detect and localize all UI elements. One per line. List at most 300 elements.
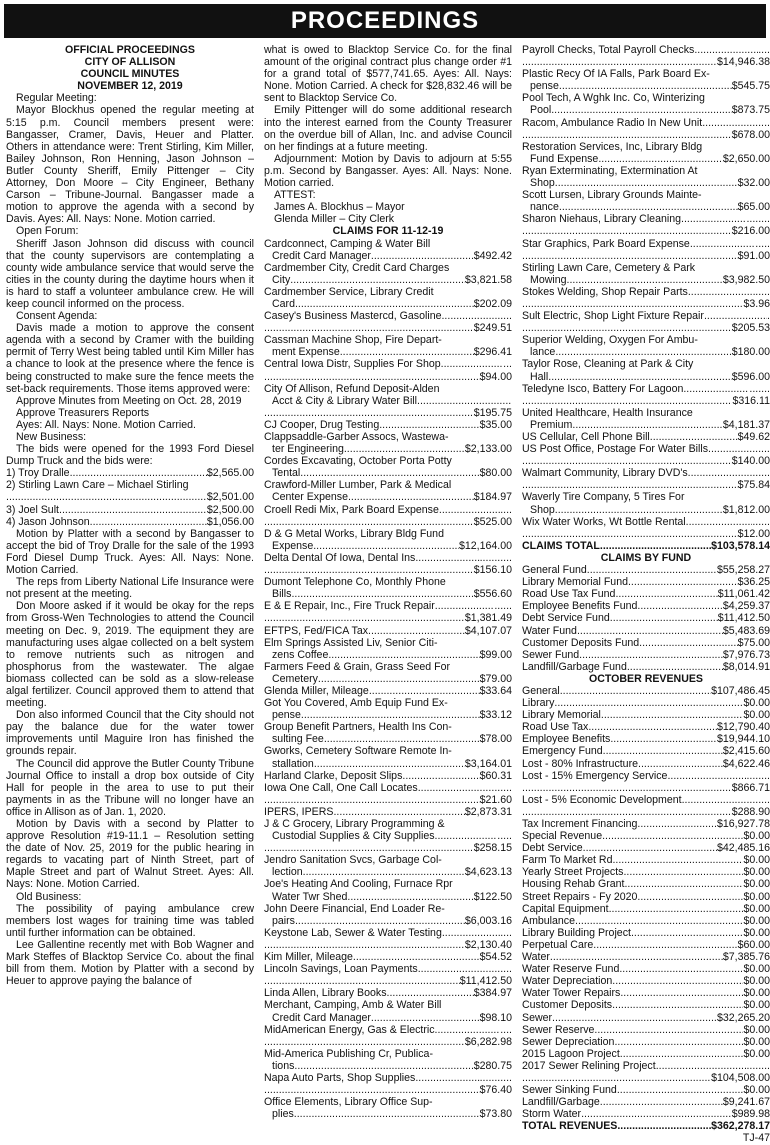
dot-leader	[602, 830, 743, 842]
entry-label: ment Expense	[272, 346, 340, 359]
paragraph: Motion by Platter with a second by Bangasser to accept the bid of Troy Dralle for the sale of the 1993 Ford Diesel Dump Truck. Ayes: All. Nays: None. Motion Carried.	[6, 527, 254, 577]
paragraph: Davis made a motion to approve the consent agenda with a second by Cramer with the building permit of Terry West being tabled until Kim Miller has a chance to look at the presence where the fence is being constructed to make sure the fence meets the set-back requirements. Those items approved were:	[6, 322, 254, 395]
entry-amount: ....	[758, 44, 770, 56]
entry-amount: $280.75	[473, 1059, 512, 1072]
entry-label: Fund Expense	[530, 152, 599, 165]
entry-label: Water Depreciation	[522, 975, 613, 988]
claim-vendor: Stirling Lawn Care, Cemetery & Park	[522, 261, 696, 274]
claim-vendor: Elm Springs Assisted Liv, Senior Citi-	[264, 636, 438, 649]
claim-vendor: Superior Welding, Oxygen For Ambu-	[522, 334, 698, 347]
entry-label: CJ Cooper, Drug Testing	[264, 418, 380, 431]
entry-amount: $54.52	[479, 951, 512, 964]
entry-label: Library Memorial	[522, 709, 601, 722]
entry-amount: $79.00	[479, 672, 512, 685]
dot-leader	[522, 395, 732, 407]
dot-leader	[619, 963, 743, 975]
entry-label: Sewer	[522, 1011, 553, 1024]
section-heading: CLAIMS FOR 11-12-19	[332, 225, 444, 238]
leader-line	[522, 238, 770, 250]
entry-amount: .....	[755, 237, 770, 250]
claim-entry	[522, 68, 770, 92]
leader-line	[264, 612, 512, 624]
dot-leader	[555, 346, 731, 358]
entry-label: Sult Electric, Shop Light Fixture Repair	[522, 310, 704, 323]
entry-amount: $873.75	[731, 104, 770, 117]
entry-amount: $184.97	[473, 491, 512, 504]
dot-leader	[333, 806, 464, 818]
leader-line	[522, 1036, 770, 1048]
entry-amount: $296.41	[473, 346, 512, 359]
entry-amount: $0.00	[743, 1035, 770, 1048]
dot-leader	[567, 274, 723, 286]
entry-amount: $2,415.60	[722, 745, 770, 758]
entry-amount: $3.96	[743, 297, 770, 310]
dot-leader	[610, 733, 717, 745]
leader-line	[6, 467, 254, 479]
dot-leader	[318, 673, 480, 685]
leader-line	[522, 201, 770, 213]
entry-amount: ....	[500, 1023, 512, 1036]
entry-label: tions	[272, 1059, 295, 1072]
leader-line	[264, 588, 512, 600]
claim-entry	[264, 697, 512, 721]
dot-leader	[681, 213, 746, 225]
entry-amount: $7,385.76	[722, 951, 770, 964]
entry-amount: $258.15	[473, 842, 512, 855]
leader-line	[264, 733, 512, 745]
section-heading: COUNCIL MINUTES	[80, 68, 180, 81]
dot-leader	[609, 903, 744, 915]
entry-label: Sewer Reserve	[522, 1023, 595, 1036]
leader-line	[522, 56, 770, 68]
dot-leader	[264, 516, 474, 528]
section-heading: CLAIMS BY FUND	[600, 551, 692, 564]
claim-entry	[522, 92, 770, 116]
entry-amount: $1,056.00	[206, 515, 254, 528]
entry-label: 3) Joel Sult	[6, 503, 59, 516]
claim-entry	[264, 262, 512, 286]
leader-line	[264, 540, 512, 552]
leader-line	[264, 564, 512, 576]
dot-leader	[291, 588, 473, 600]
entry-label: Napa Auto Parts, Shop Supplies	[264, 1071, 416, 1084]
leader-line	[264, 927, 512, 939]
dot-leader	[624, 878, 743, 890]
dot-leader	[290, 274, 465, 286]
dot-leader	[441, 310, 500, 322]
leader-line	[522, 975, 770, 987]
dot-leader	[522, 322, 732, 334]
leader-line	[264, 975, 512, 987]
leader-line	[522, 431, 770, 443]
leader-line	[522, 733, 770, 745]
claim-entry	[264, 576, 512, 600]
dot-leader	[615, 588, 717, 600]
dot-leader	[522, 782, 732, 794]
entry-label: Stokes Welding, Shop Repair Parts	[522, 285, 688, 298]
leader-line	[522, 842, 770, 854]
entry-label: Emergency Fund	[522, 745, 603, 758]
leader-line	[522, 818, 770, 830]
leader-line	[522, 745, 770, 757]
leader-line	[264, 1012, 512, 1024]
leader-line	[522, 697, 770, 709]
entry-amount: .....	[497, 830, 512, 843]
section-banner: PROCEEDINGS	[4, 4, 766, 38]
claim-entry	[264, 818, 512, 842]
column-2	[264, 44, 512, 1120]
section-heading: OCTOBER REVENUES	[588, 672, 703, 685]
dot-leader	[600, 540, 711, 552]
leader-line	[522, 286, 770, 298]
claim-entry	[522, 141, 770, 165]
entry-label: Water	[522, 951, 550, 964]
claim-entry	[264, 1048, 512, 1072]
entry-label: Custodial Supplies & City Supplies	[272, 830, 435, 843]
leader-line	[264, 939, 512, 951]
entry-amount: $0.00	[743, 830, 770, 843]
dot-leader	[379, 419, 479, 431]
dot-leader	[628, 576, 738, 588]
entry-label: Shop	[530, 503, 555, 516]
dot-leader	[522, 479, 738, 491]
paragraph: Don also informed Council that the City should not pay the balance due for the water tower improvements until Maguire Iron has finished the grounds repair.	[6, 709, 254, 758]
dot-leader	[314, 758, 465, 770]
entry-label: Glenda Miller, Mileage	[264, 684, 369, 697]
entry-amount: $0.00	[743, 1023, 770, 1036]
entry-amount: ........	[746, 213, 770, 226]
entry-label: EFTPS, Fed/FICA Tax	[264, 624, 369, 637]
leader-line	[264, 371, 512, 383]
entry-amount: $12.00	[737, 527, 770, 540]
claim-entry	[264, 455, 512, 479]
leader-line	[264, 419, 512, 431]
leader-line	[522, 576, 770, 588]
leader-line	[522, 588, 770, 600]
entry-label: Water Fund	[522, 624, 577, 637]
claim-entry	[264, 999, 512, 1023]
entry-label: Farm To Market Rd	[522, 854, 613, 867]
dot-leader	[387, 987, 474, 999]
entry-label: Storm Water	[522, 1108, 582, 1121]
leader-line	[6, 504, 254, 516]
dot-leader	[295, 915, 465, 927]
entry-amount: $362,278.17	[711, 1120, 770, 1133]
entry-amount: $55,258.27	[716, 564, 770, 577]
entry-label: lance	[530, 346, 556, 359]
claim-vendor: Got You Covered, Amb Equip Fund Ex-	[264, 697, 448, 710]
claim-vendor: Scott Lursen, Library Grounds Mainte-	[522, 189, 702, 202]
entry-label: Keystone Lab, Sewer & Water Testing	[264, 926, 442, 939]
dot-leader	[348, 491, 474, 503]
entry-amount: ...........	[479, 963, 512, 976]
dot-leader	[594, 1024, 743, 1036]
entry-label: Tax Increment Financing	[522, 818, 638, 830]
entry-amount: $8,014.91	[722, 660, 770, 673]
entry-label: Housing Rehab Grant	[522, 878, 625, 891]
entry-amount: $65.00	[737, 201, 770, 214]
claim-entry	[264, 286, 512, 310]
dot-leader	[610, 612, 718, 624]
entry-label: Lost - 5% Economic Development	[522, 793, 682, 806]
leader-line	[522, 927, 770, 939]
entry-label: Road Use Tax Fund	[522, 588, 616, 601]
entry-amount: ........	[746, 1059, 770, 1072]
dot-leader	[415, 1072, 479, 1084]
dot-leader	[600, 1096, 723, 1108]
leader-line	[264, 552, 512, 564]
entry-amount: $80.00	[479, 467, 512, 480]
dot-leader	[603, 745, 723, 757]
subheading: James A. Blockhus – Mayor	[274, 201, 405, 214]
entry-label: Teledyne Isco, Battery For Lagoon	[522, 382, 684, 395]
leader-line	[264, 1036, 512, 1048]
entry-amount: $195.75	[473, 406, 512, 419]
paragraph: Adjournment: Motion by Davis to adjourn at 5:55 p.m. Second by Bangasser. Ayes: All. Nays: None. Motion carried.	[264, 152, 512, 190]
dot-leader	[328, 649, 479, 661]
dot-leader	[688, 467, 753, 479]
dot-leader	[435, 1024, 501, 1036]
dot-leader	[417, 395, 512, 407]
leader-line	[264, 1024, 512, 1036]
entry-amount: $107,486.45	[711, 684, 770, 697]
dot-leader	[264, 371, 480, 383]
entry-amount: $678.00	[731, 128, 770, 141]
dot-leader	[324, 733, 480, 745]
dot-leader	[614, 1036, 743, 1048]
dot-leader	[90, 516, 207, 528]
entry-label: 2017 Sewer Relining Project	[522, 1059, 656, 1072]
subheading: Approve Treasurers Reports	[16, 406, 150, 419]
claim-entry	[522, 358, 770, 382]
leader-line	[522, 395, 770, 407]
leader-line	[264, 625, 512, 637]
entry-label: pense	[530, 80, 559, 93]
dot-leader	[682, 794, 747, 806]
entry-amount: $42,485.16	[716, 842, 770, 855]
entry-label: Employee Benefits	[522, 733, 611, 746]
entry-amount: .......	[491, 781, 512, 794]
leader-line	[522, 467, 770, 479]
entry-amount: $9,241.67	[722, 1096, 770, 1109]
claim-vendor: John Deere Financial, End Loader Re-	[264, 902, 445, 915]
entry-amount: $75.00	[737, 636, 770, 649]
leader-line	[522, 153, 770, 165]
dot-leader	[620, 987, 743, 999]
dot-leader	[612, 999, 743, 1011]
entry-amount: $12,164.00	[458, 539, 512, 552]
paragraph: Lee Gallentine recently met with Bob Wagner and Mark Steffes of Blacktop Service Co. about the final bill from them. Motion by Platter with a second by Heuer to approve paying the balance of	[6, 938, 254, 988]
claim-vendor: Farmers Feed & Grain, Grass Seed For	[264, 660, 451, 673]
leader-line	[522, 878, 770, 890]
dot-leader	[639, 637, 737, 649]
entry-amount: $3,982.50	[722, 273, 770, 286]
leader-line	[264, 467, 512, 479]
entry-amount: $2,650.00	[722, 152, 770, 165]
dot-leader	[598, 153, 723, 165]
leader-line	[264, 358, 512, 370]
entry-amount: $3,164.01	[464, 757, 512, 770]
dot-leader	[554, 697, 743, 709]
claim-entry	[264, 431, 512, 455]
entry-label: Debt Service Fund	[522, 612, 610, 625]
entry-amount: ......	[752, 467, 770, 480]
dot-leader	[264, 842, 474, 854]
leader-line	[522, 371, 770, 383]
leader-line	[522, 1096, 770, 1108]
dot-leader	[667, 770, 746, 782]
entry-amount: $0.00	[743, 1084, 770, 1097]
entry-label: City	[272, 273, 291, 286]
entry-amount: $866.71	[731, 781, 770, 794]
leader-line	[522, 504, 770, 516]
entry-amount: $202.09	[473, 297, 512, 310]
claim-vendor: Jendro Sanitation Svcs, Garbage Col-	[264, 854, 442, 867]
dot-leader	[402, 770, 479, 782]
dot-leader	[579, 649, 723, 661]
dot-leader	[59, 504, 207, 516]
leader-line	[6, 491, 254, 503]
dot-leader	[522, 129, 732, 141]
entry-amount: $3,821.58	[464, 273, 512, 286]
entry-amount: $288.90	[731, 805, 770, 818]
dot-leader	[295, 298, 474, 310]
entry-label: Payroll Checks, Total Payroll Checks	[522, 44, 695, 56]
entry-amount: $12,790.40	[716, 721, 770, 734]
leader-line	[522, 600, 770, 612]
entry-label: Casey's Business Mastercd, Gasoline	[264, 310, 442, 323]
leader-line	[522, 455, 770, 467]
entry-amount: ......	[752, 515, 770, 528]
leader-line	[264, 709, 512, 721]
leader-line	[522, 540, 770, 552]
dot-leader	[702, 117, 764, 129]
claim-entry	[264, 745, 512, 769]
dot-leader	[435, 830, 498, 842]
entry-label: Bills	[272, 588, 292, 601]
entry-amount: $4,181.37	[722, 418, 770, 431]
entry-amount: $4,623.13	[464, 866, 512, 879]
dot-leader	[704, 310, 767, 322]
dot-leader	[353, 951, 480, 963]
claim-entry	[522, 407, 770, 431]
leader-line	[264, 685, 512, 697]
dot-leader	[627, 661, 723, 673]
dot-leader	[313, 540, 459, 552]
dot-leader	[522, 1072, 711, 1084]
claim-vendor: Restoration Services, Inc, Library Bldg	[522, 140, 703, 153]
dot-leader	[522, 56, 717, 68]
leader-line	[522, 129, 770, 141]
entry-label: 2015 Lagoon Project	[522, 1047, 620, 1060]
leader-line	[522, 80, 770, 92]
leader-line	[264, 866, 512, 878]
entry-amount: $6,282.98	[464, 1035, 512, 1048]
leader-line	[264, 673, 512, 685]
entry-amount: $14,946.38	[716, 56, 770, 69]
leader-line	[522, 806, 770, 818]
entry-label: sulting Fee	[272, 733, 324, 746]
leader-line	[264, 443, 512, 455]
leader-line	[264, 794, 512, 806]
entry-label: Cemetery	[272, 672, 318, 685]
subheading: Regular Meeting:	[16, 92, 97, 105]
paragraph: The possibility of paying ambulance crew members lost wages for training time was tabled until further information can be obtained.	[6, 902, 254, 939]
entry-label: Landfill/Garbage	[522, 1096, 600, 1109]
leader-line	[522, 709, 770, 721]
entry-amount: $0.00	[743, 854, 770, 867]
dot-leader	[264, 975, 460, 987]
entry-amount: $0.00	[743, 709, 770, 722]
leader-line	[522, 649, 770, 661]
claim-entry	[264, 854, 512, 878]
dot-leader	[555, 504, 723, 516]
dot-leader	[70, 467, 207, 479]
dot-leader	[637, 891, 743, 903]
leader-line	[264, 407, 512, 419]
entry-amount: $5,483.69	[722, 624, 770, 637]
dot-leader	[522, 250, 738, 262]
entry-amount: $33.64	[479, 684, 512, 697]
dot-leader	[418, 963, 480, 975]
entry-label: Landfill/Garbage Fund	[522, 660, 627, 673]
dot-leader	[555, 177, 738, 189]
dot-leader	[264, 794, 480, 806]
claim-vendor: Cardconnect, Camping & Water Bill	[264, 237, 431, 250]
leader-line	[264, 1084, 512, 1096]
claim-entry	[264, 479, 512, 503]
leader-line	[522, 661, 770, 673]
dot-leader	[442, 927, 500, 939]
leader-line	[264, 770, 512, 782]
page-code: TJ-47	[742, 1132, 770, 1145]
entry-label: TOTAL REVENUES	[522, 1120, 618, 1133]
entry-amount: $36.25	[737, 576, 770, 589]
leader-line	[522, 915, 770, 927]
entry-amount: $316.11	[732, 394, 770, 407]
entry-label: nance	[530, 201, 559, 214]
subheading: Ayes: All. Nays: None. Motion Carried.	[16, 418, 196, 431]
entry-label: Library	[522, 697, 555, 710]
entry-label: Sewer Sinking Fund	[522, 1084, 617, 1097]
column-1	[6, 44, 254, 987]
paragraph: Sheriff Jason Johnson did discuss with council that the county supervisors are contemplating a county wide ambulance service that would serve the cities in the county during the daytime hours when it is hard to staff a volunteer ambulance crew. He will keep council informed on the process.	[6, 237, 254, 310]
claim-entry	[522, 189, 770, 213]
entry-label: Shop	[530, 177, 555, 190]
leader-line	[522, 891, 770, 903]
claim-vendor: Group Benefit Partners, Health Ins Con-	[264, 721, 452, 734]
entry-amount: $4,259.37	[722, 600, 770, 613]
entry-label: ter Engineering	[272, 443, 344, 456]
dot-leader	[441, 358, 504, 370]
entry-amount: $16,927.78	[716, 818, 770, 830]
entry-amount: $0.00	[743, 999, 770, 1012]
claim-entry	[264, 383, 512, 407]
dot-leader	[617, 1120, 711, 1132]
entry-label: MidAmerican Energy, Gas & Electric	[264, 1023, 435, 1036]
leader-line	[522, 1012, 770, 1024]
leader-line	[522, 322, 770, 334]
section-heading: CITY OF ALLISON	[84, 56, 176, 69]
entry-label: Delta Dental Of Iowa, Dental Ins	[264, 551, 416, 564]
entry-amount: $91.00	[737, 249, 770, 262]
claim-entry	[264, 1096, 512, 1120]
entry-label: Hall	[530, 370, 549, 383]
entry-label: General	[522, 684, 560, 697]
leader-line	[522, 1072, 770, 1084]
entry-amount: $33.12	[479, 709, 512, 722]
claim-vendor: Crawford-Miller Lumber, Park & Medical	[264, 479, 452, 492]
